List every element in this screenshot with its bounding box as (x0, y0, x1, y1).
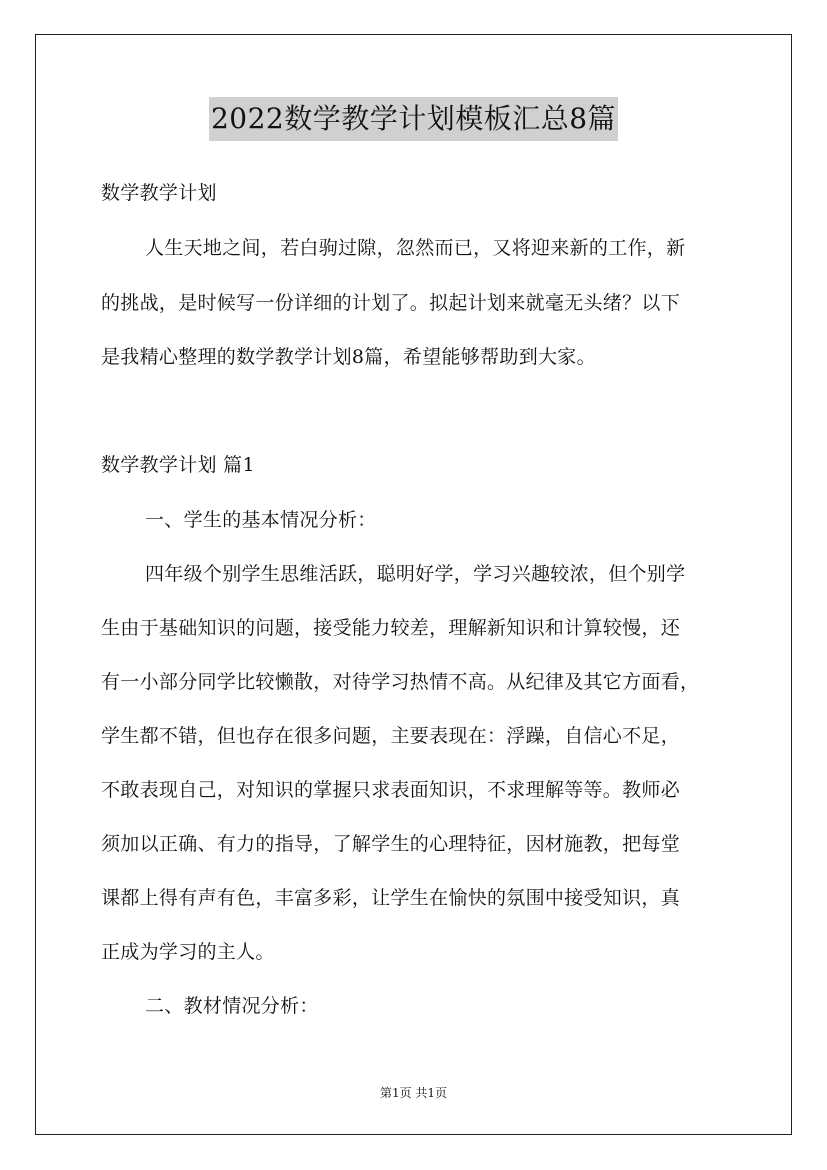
part1-line-6: 须加以正确、有力的指导，了解学生的心理特征，因材施教，把每堂 (101, 833, 681, 855)
document-title: 2022数学教学计划模板汇总8篇 (209, 97, 618, 141)
intro-line-1: 人生天地之间，若白驹过隙，忽然而已，又将迎来新的工作，新 (145, 237, 686, 259)
part1-line-7: 课都上得有声有色，丰富多彩，让学生在愉快的氛围中接受知识，真 (101, 887, 681, 909)
page-footer: 第1页 共1页 (379, 1086, 448, 1100)
part1-heading: 一、学生的基本情况分析： (145, 509, 377, 531)
part1-line-1: 四年级个别学生思维活跃，聪明好学，学习兴趣较浓，但个别学 (145, 563, 686, 585)
intro-line-3: 是我精心整理的数学教学计划8篇，希望能够帮助到大家。 (101, 346, 596, 368)
document-subtitle: 数学教学计划 (101, 182, 217, 204)
part1-line-3: 有一小部分同学比较懒散，对待学习热情不高。从纪律及其它方面看， (101, 671, 700, 693)
title-container (0, 97, 827, 141)
part1-line-2: 生由于基础知识的问题，接受能力较差，理解新知识和计算较慢，还 (101, 617, 681, 639)
part1-line-8: 正成为学习的主人。 (101, 941, 275, 963)
section-heading: 数学教学计划 篇1 (101, 454, 255, 476)
intro-line-2: 的挑战，是时候写一份详细的计划了。拟起计划来就毫无头绪？以下 (101, 292, 681, 314)
part2-heading: 二、教材情况分析： (145, 995, 319, 1017)
part1-line-4: 学生都不错，但也存在很多问题，主要表现在：浮躁，自信心不足， (101, 725, 681, 747)
part1-line-5: 不敢表现自己，对知识的掌握只求表面知识，不求理解等等。教师必 (101, 779, 681, 801)
